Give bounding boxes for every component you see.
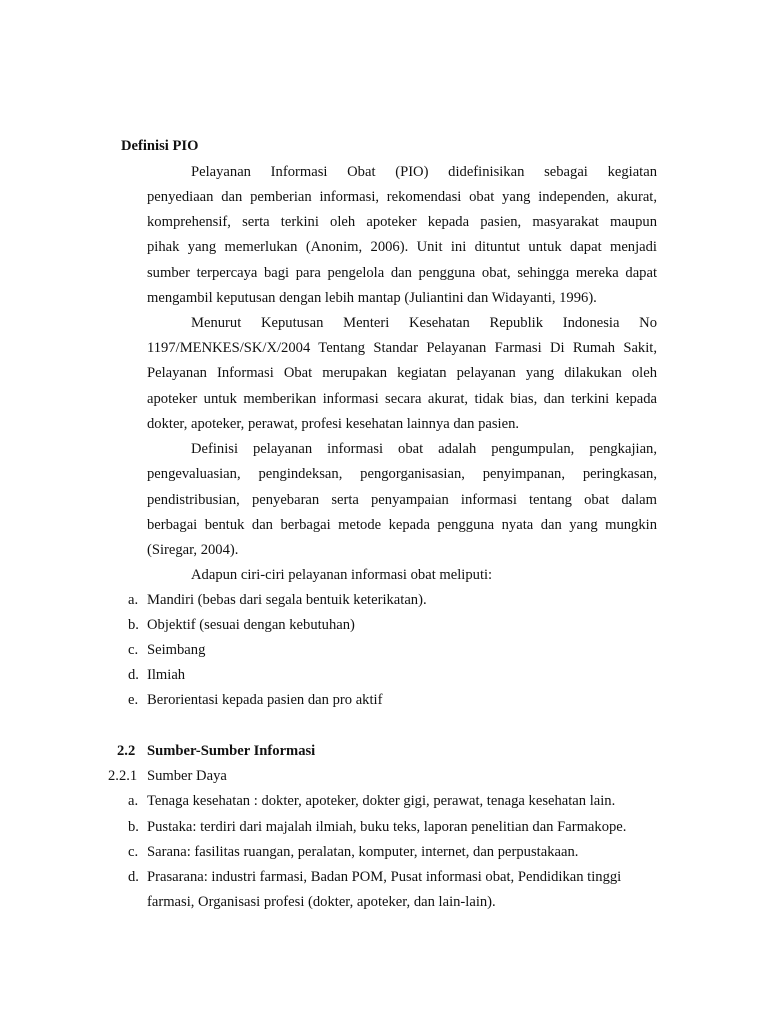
paragraph-2-line-2: 1197/MENKES/SK/X/2004 Tentang Standar Pelayanan Farmasi Di Rumah Sakit,	[147, 340, 657, 356]
list-marker: e.	[128, 692, 139, 708]
paragraph-1-line-5: sumber terpercaya bagi para pengelola dan pengguna obat, sehingga mereka dapat	[147, 265, 657, 281]
list-marker: c.	[128, 642, 139, 658]
list-marker: c.	[128, 844, 139, 860]
paragraph-3-line-4: berbagai bentuk dan berbagai metode kepada pengguna nyata dan yang mungkin	[147, 517, 657, 533]
paragraph-1-line-6: mengambil keputusan dengan lebih mantap (Juliantini dan Widayanti, 1996).	[147, 290, 597, 306]
paragraph-2-line-5: dokter, apoteker, perawat, profesi kesehatan lainnya dan pasien.	[147, 416, 520, 432]
list-item: Ilmiah	[147, 667, 186, 683]
list-item: Objektif (sesuai dengan kebutuhan)	[147, 617, 355, 633]
paragraph-3-line-2: pengevaluasian, pengindeksan, pengorganisasian, penyimpanan, peringkasan,	[147, 466, 657, 482]
section-heading-2-2: Sumber-Sumber Informasi	[147, 743, 316, 759]
subsection-heading-2-2-1: Sumber Daya	[147, 768, 227, 784]
paragraph-2-line-3: Pelayanan Informasi Obat merupakan kegiatan pelayanan yang dilakukan oleh	[147, 365, 657, 381]
list-item: Mandiri (bebas dari segala bentuik keterikatan).	[147, 592, 427, 608]
list-item: Pustaka: terdiri dari majalah ilmiah, buku teks, laporan penelitian dan Farmakope.	[147, 819, 627, 835]
paragraph-3-line-3: pendistribusian, penyebaran serta penyampaian informasi tentang obat dalam	[147, 492, 657, 508]
paragraph-1-line-4: pihak yang memerlukan (Anonim, 2006). Unit ini dituntut untuk dapat menjadi	[147, 239, 657, 255]
subsection-number-2-2-1: 2.2.1	[108, 768, 138, 784]
paragraph-3-line-1: Definisi pelayanan informasi obat adalah pengumpulan, pengkajian,	[191, 441, 657, 457]
paragraph-1-line-3: komprehensif, serta terkini oleh apoteker kepada pasien, masyarakat maupun	[147, 214, 657, 230]
list-item: Sarana: fasilitas ruangan, peralatan, komputer, internet, dan perpustakaan.	[147, 844, 579, 860]
list-item: Prasarana: industri farmasi, Badan POM, Pusat informasi obat, Pendidikan tinggi	[147, 869, 622, 885]
list-item: Seimbang	[147, 642, 206, 658]
paragraph-1-line-1: Pelayanan Informasi Obat (PIO) didefinisikan sebagai kegiatan	[191, 164, 657, 180]
list-item: Berorientasi kepada pasien dan pro aktif	[147, 692, 383, 708]
list-marker: a.	[128, 592, 139, 608]
list-marker: b.	[128, 617, 139, 633]
paragraph-1-line-2: penyediaan dan pemberian informasi, rekomendasi obat yang independen, akurat,	[147, 189, 657, 205]
paragraph-2-line-1: Menurut Keputusan Menteri Kesehatan Republik Indonesia No	[191, 315, 657, 331]
section-number-2-2: 2.2	[117, 743, 136, 759]
list-marker: d.	[128, 667, 139, 683]
paragraph-3-line-5: (Siregar, 2004).	[147, 542, 239, 558]
list-marker: a.	[128, 793, 139, 809]
paragraph-4: Adapun ciri-ciri pelayanan informasi obat meliputi:	[191, 567, 493, 583]
list-item: Tenaga kesehatan : dokter, apoteker, dokter gigi, perawat, tenaga kesehatan lain.	[147, 793, 616, 809]
list-item-continuation: farmasi, Organisasi profesi (dokter, apoteker, dan lain-lain).	[147, 894, 496, 910]
list-marker: d.	[128, 869, 139, 885]
list-marker: b.	[128, 819, 139, 835]
paragraph-2-line-4: apoteker untuk memberikan informasi secara akurat, tidak bias, dan terkini kepada	[147, 391, 657, 407]
section-heading-pio: Definisi PIO	[121, 138, 199, 154]
